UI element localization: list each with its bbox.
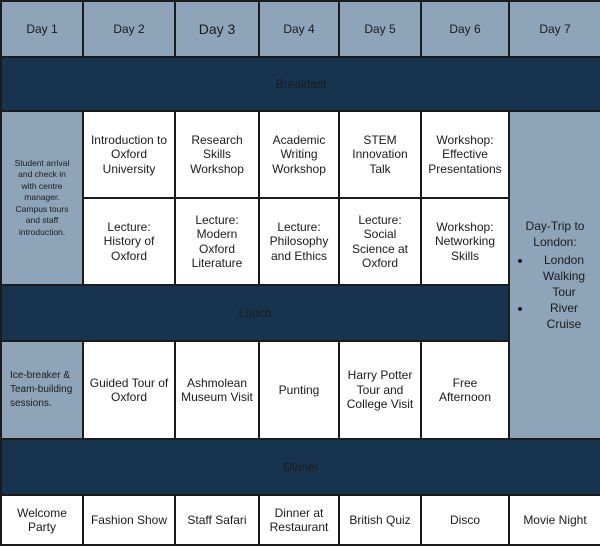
morning-cell-day3: Research Skills Workshop (175, 111, 259, 198)
morning-row-1 (1, 111, 600, 198)
afternoon-cell-day4: Punting (259, 341, 339, 439)
breakfast-row (1, 57, 600, 111)
day7-trip-item-1: • London Walking Tour (532, 252, 596, 300)
day-header-7: Day 7 (509, 1, 600, 57)
lecture-cell-day4: Lecture: Philosophy and Ethics (259, 198, 339, 285)
evening-cell-day1: Welcome Party (1, 495, 83, 545)
evening-cell-day6: Disco (421, 495, 509, 545)
day1-arrival-cell: Student arrival and check in with centre manager. Campus tours and staff introduction. (1, 111, 83, 285)
day7-trip-cell (509, 111, 600, 439)
evening-cell-day4: Dinner at Restaurant (259, 495, 339, 545)
day-header-1: Day 1 (1, 1, 83, 57)
afternoon-cell-day2: Guided Tour of Oxford (83, 341, 175, 439)
lunch-band: Lunch (1, 285, 509, 341)
morning-cell-day2: Introduction to Oxford University (83, 111, 175, 198)
day-header-6: Day 6 (421, 1, 509, 57)
evening-cell-day2: Fashion Show (83, 495, 175, 545)
evening-cell-day3: Staff Safari (175, 495, 259, 545)
day7-trip-list (514, 252, 596, 332)
day-header-5: Day 5 (339, 1, 421, 57)
evening-cell-day7: Movie Night (509, 495, 600, 545)
lecture-cell-day3: Lecture: Modern Oxford Literature (175, 198, 259, 285)
dinner-row (1, 439, 600, 495)
breakfast-band: Breakfast (1, 57, 600, 111)
morning-cell-day6: Workshop: Effective Presentations (421, 111, 509, 198)
evening-cell-day5: British Quiz (339, 495, 421, 545)
morning-cell-day5: STEM Innovation Talk (339, 111, 421, 198)
afternoon-cell-day5: Harry Potter Tour and College Visit (339, 341, 421, 439)
morning-cell-day4: Academic Writing Workshop (259, 111, 339, 198)
day-header-3: Day 3 (175, 1, 259, 57)
day-header-4: Day 4 (259, 1, 339, 57)
day1-icebreaker-cell: Ice-breaker & Team-building sessions. (1, 341, 83, 439)
afternoon-cell-day6: Free Afternoon (421, 341, 509, 439)
day7-trip-item-2: • River Cruise (532, 300, 596, 332)
day-header-2: Day 2 (83, 1, 175, 57)
day7-trip-title: Day-Trip to London: (525, 219, 585, 249)
evening-row (1, 495, 600, 545)
lecture-cell-day6: Workshop: Networking Skills (421, 198, 509, 285)
lecture-cell-day2: Lecture: History of Oxford (83, 198, 175, 285)
afternoon-cell-day3: Ashmolean Museum Visit (175, 341, 259, 439)
dinner-band: Dinner (1, 439, 600, 495)
header-row (1, 1, 600, 57)
lecture-cell-day5: Lecture: Social Science at Oxford (339, 198, 421, 285)
